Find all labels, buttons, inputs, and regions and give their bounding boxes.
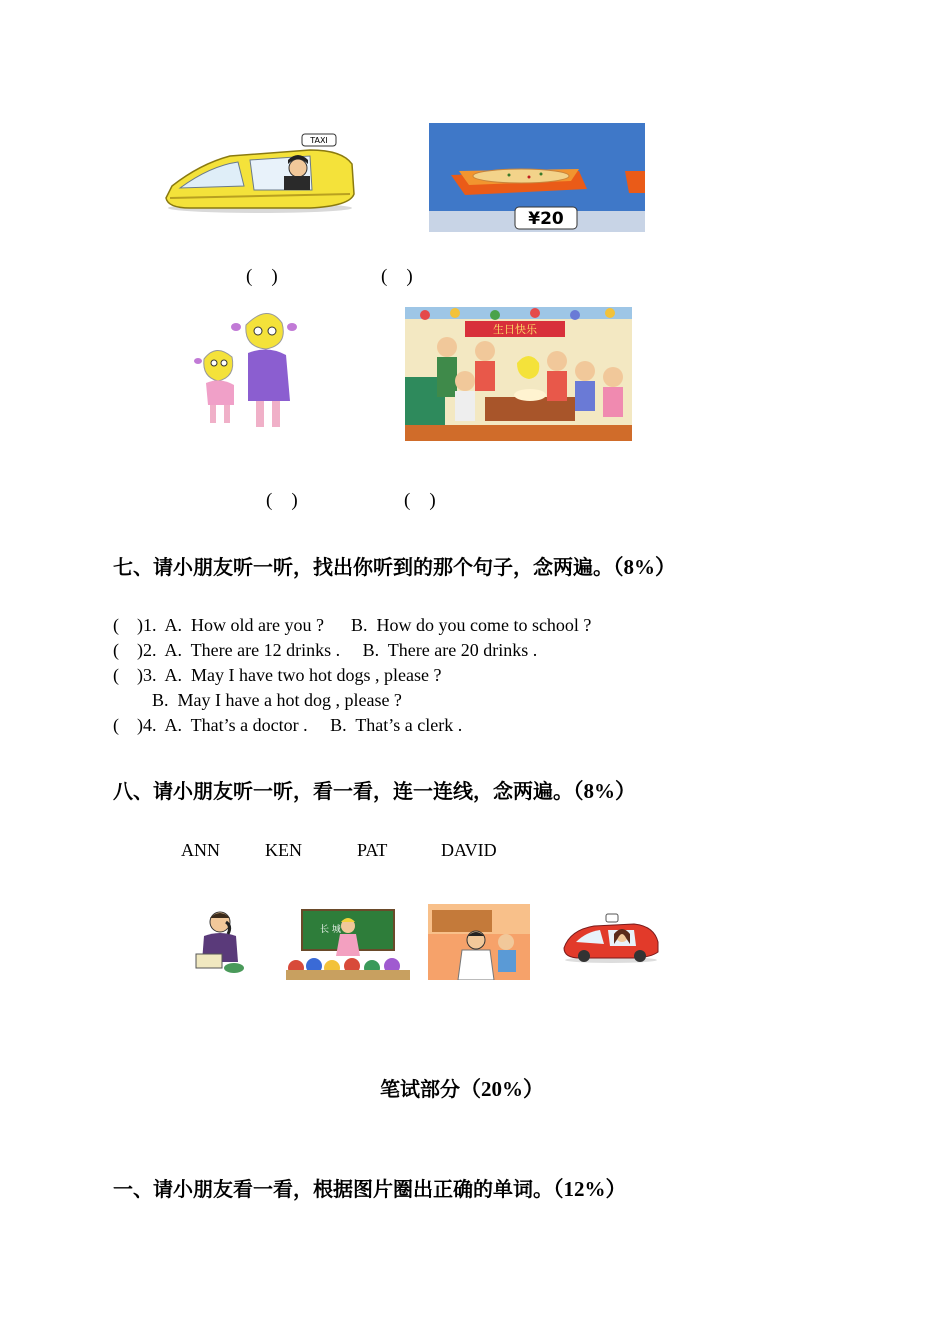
question-line-3: ( )3. A. May I have two hot dogs , please ? [113,665,442,685]
blackboard-text: 长 城 [320,925,341,935]
section-1-heading [113,1173,627,1203]
name-david: DAVID [441,840,497,860]
section-7-title: 七、请小朋友听一听，找出你听到的那个句子，念两遍。 [113,555,613,579]
taxi-picture [160,128,360,216]
price-label: ¥20 [528,209,564,229]
answer-paren-3[interactable]: ( ) [266,490,298,511]
question-line-2: ( )2. A. There are 12 drinks . B. There are 20 drinks . [113,640,538,660]
doctor-picture [428,904,530,980]
section-8-percent: （8%） [573,779,636,803]
teacher-picture [286,908,410,980]
red-car-picture [560,908,662,964]
banner-text: 生日快乐 [493,323,537,336]
answer-paren-1[interactable]: ( ) [246,266,278,287]
clerk-picture [190,908,250,976]
section-7-percent: （8%） [613,555,676,579]
name-ken: KEN [265,840,302,860]
section-8-heading [113,775,636,805]
written-part-heading [380,1073,544,1103]
name-ann: ANN [181,840,220,860]
taxi-sign-text: TAXI [310,136,328,145]
question-line-3b: B. May I have a hot dog , please ? [152,690,402,710]
section-1-title: 一、请小朋友看一看，根据图片圈出正确的单词。 [113,1177,553,1201]
answer-paren-2[interactable]: ( ) [381,266,413,287]
pizza-price-picture [429,123,645,232]
written-part-percent: （20%） [460,1077,544,1101]
section-7-heading [113,551,676,581]
question-line-4: ( )4. A. That’s a doctor . B. That’s a clerk . [113,715,463,735]
section-8-title: 八、请小朋友听一听，看一看，连一连线，念两遍。 [113,779,573,803]
alien-friends-picture [186,305,326,433]
question-line-1: ( )1. A. How old are you ? B. How do you come to school ? [113,615,592,635]
written-part-title: 笔试部分 [380,1077,460,1101]
name-pat: PAT [357,840,388,860]
birthday-party-picture [405,307,632,441]
section-1-percent: （12%） [553,1177,627,1201]
answer-paren-4[interactable]: ( ) [404,490,436,511]
